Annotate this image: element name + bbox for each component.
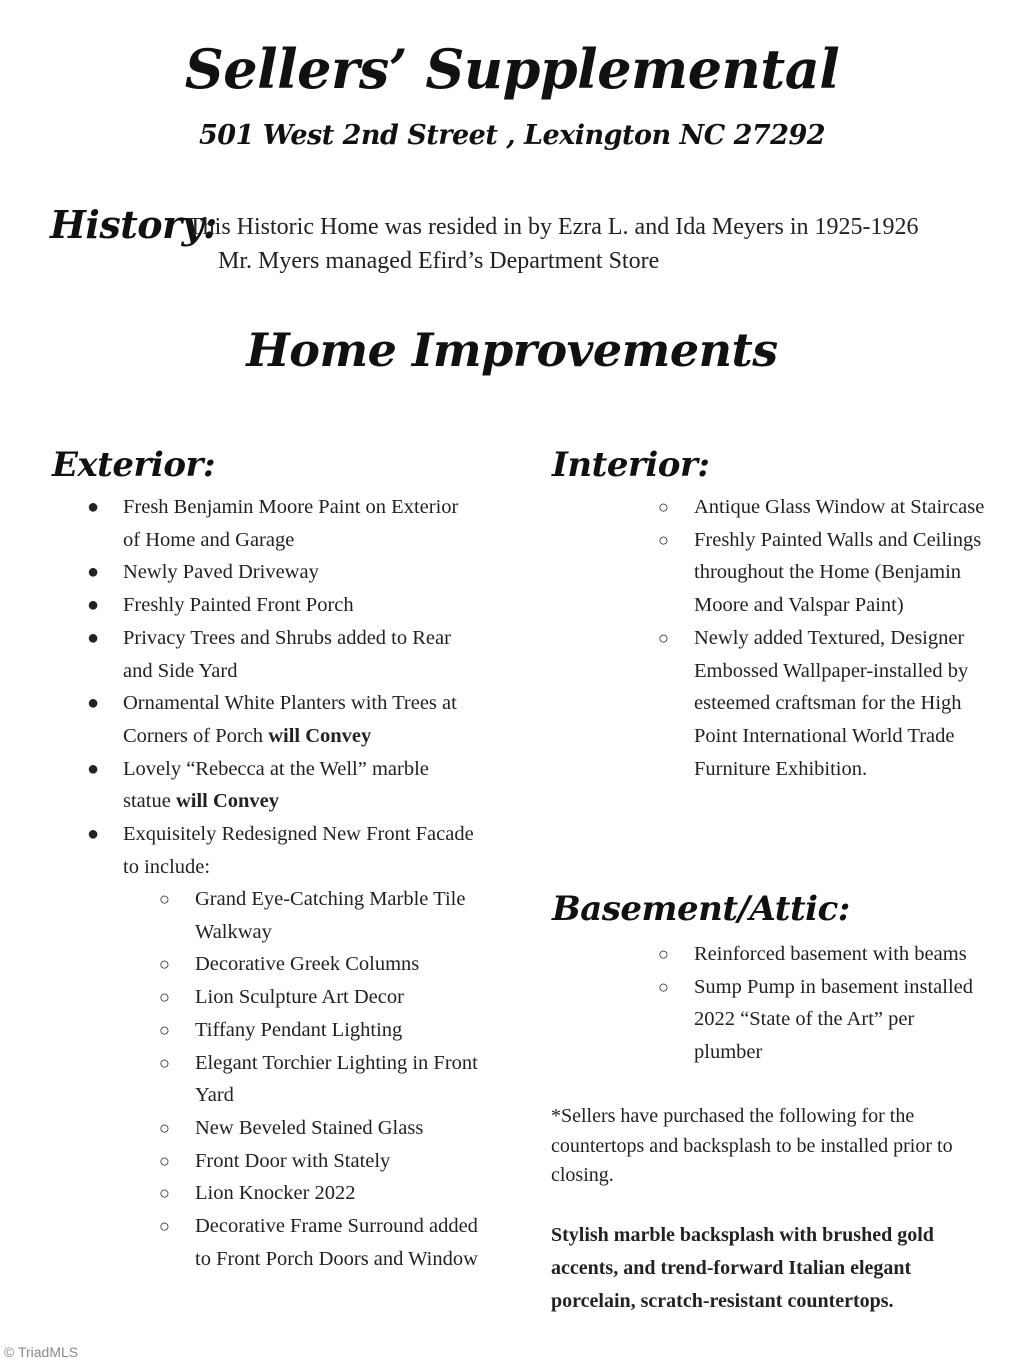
countertop-description: Stylish marble backsplash with brushed gold accents, and trend-forward Italian elegant porcelain, scratch-resistant countertops. <box>551 1224 934 1312</box>
bullet-icon: ● <box>87 692 100 715</box>
history-line-1: This Historic Home was resided in by Ezra L. and Ida Meyers in 1925-1926 <box>188 214 919 240</box>
circle-bullet-icon: ○ <box>159 1117 170 1138</box>
circle-bullet-icon: ○ <box>159 987 170 1008</box>
basement-list <box>0 938 985 1069</box>
item-text: Decorative Greek Columns <box>195 953 420 976</box>
item-text: Antique Glass Window at Staircase <box>694 496 985 518</box>
bullet-icon: ● <box>87 594 100 617</box>
bullet-icon: ● <box>87 757 100 780</box>
interior-list <box>0 491 985 785</box>
exterior-heading: Exterior: <box>52 445 215 485</box>
circle-bullet-icon: ○ <box>159 1052 170 1073</box>
circle-bullet-icon: ○ <box>159 1150 170 1171</box>
item-text: Tiffany Pendant Lighting <box>195 1018 403 1041</box>
list-item <box>0 622 985 786</box>
circle-bullet-icon: ○ <box>658 627 669 648</box>
circle-bullet-icon: ○ <box>658 944 669 964</box>
item-text: Elegant Torchier Lighting in Front Yard <box>195 1051 478 1107</box>
home-improvements-heading: Home Improvements <box>246 323 778 377</box>
basement-attic-heading: Basement/Attic: <box>552 889 850 929</box>
circle-bullet-icon: ○ <box>159 889 170 909</box>
triadmls-watermark: © TriadMLS <box>4 1344 79 1360</box>
item-text: Privacy Trees and Shrubs added to Rear and Side Yard <box>123 626 451 682</box>
interior-heading: Interior: <box>552 445 710 485</box>
item-text: Newly added Textured, Designer Embossed Wallpaper-installed by esteemed craftsman for the High Point International World Trade Furniture Exhibition. <box>694 626 969 780</box>
convey-note: will Convey <box>268 724 372 747</box>
sellers-note: *Sellers have purchased the following for the countertops and backsplash to be installed prior to closing. <box>551 1105 953 1186</box>
list-item <box>0 818 480 883</box>
list-item <box>0 524 985 622</box>
item-text: Fresh Benjamin Moore Paint on Exterior of Home and Garage <box>123 496 459 551</box>
circle-bullet-icon: ○ <box>159 1019 170 1040</box>
circle-bullet-icon: ○ <box>159 1183 170 1204</box>
history-heading: History: <box>50 202 217 247</box>
item-text: Freshly Painted Front Porch <box>123 594 354 617</box>
circle-bullet-icon: ○ <box>159 954 170 975</box>
item-text: Front Door with Stately <box>195 1149 391 1172</box>
item-text: Newly Paved Driveway <box>123 561 319 584</box>
convey-note: will Convey <box>175 790 280 813</box>
circle-bullet-icon: ○ <box>159 1216 170 1237</box>
list-item <box>0 1112 480 1145</box>
history-line-2: Mr. Myers managed Efird’s Department Store <box>218 248 660 274</box>
item-text: Decorative Frame Surround added to Front Porch Doors and Window <box>195 1215 478 1270</box>
item-text: Lion Knocker 2022 <box>195 1182 356 1205</box>
list-item <box>0 1177 480 1210</box>
item-text: Freshly Painted Walls and Ceilings throughout the Home (Benjamin Moore and Valspar Paint) <box>694 528 982 617</box>
item-text: Grand Eye-Catching Marble Tile Walkway <box>195 888 466 943</box>
item-text: New Beveled Stained Glass <box>195 1116 424 1139</box>
list-item <box>0 491 985 524</box>
list-item <box>0 1210 480 1275</box>
item-text: Reinforced basement with beams <box>694 943 967 965</box>
item-text: Exquisitely Redesigned New Front Facade to include: <box>123 823 474 878</box>
item-text: Lovely “Rebecca at the Well” marble statue <box>123 757 429 813</box>
item-text: Ornamental White Planters with Trees at Corners of Porch <box>123 692 457 747</box>
bullet-icon: ● <box>87 626 100 649</box>
property-address: 501 West 2nd Street , Lexington NC 27292 <box>198 120 826 151</box>
bullet-icon: ● <box>87 496 100 518</box>
document-title: Sellers’ Supplemental <box>184 37 840 101</box>
circle-bullet-icon: ○ <box>658 976 669 997</box>
item-text: Lion Sculpture Art Decor <box>195 986 404 1009</box>
list-item <box>0 1145 480 1178</box>
item-text: Sump Pump in basement installed 2022 “State of the Art” per plumber <box>694 975 974 1064</box>
list-item <box>0 971 985 1069</box>
circle-bullet-icon: ○ <box>658 529 669 550</box>
bullet-icon: ● <box>87 823 100 846</box>
bullet-icon: ● <box>87 561 100 584</box>
list-item <box>0 938 985 971</box>
circle-bullet-icon: ○ <box>658 497 669 517</box>
